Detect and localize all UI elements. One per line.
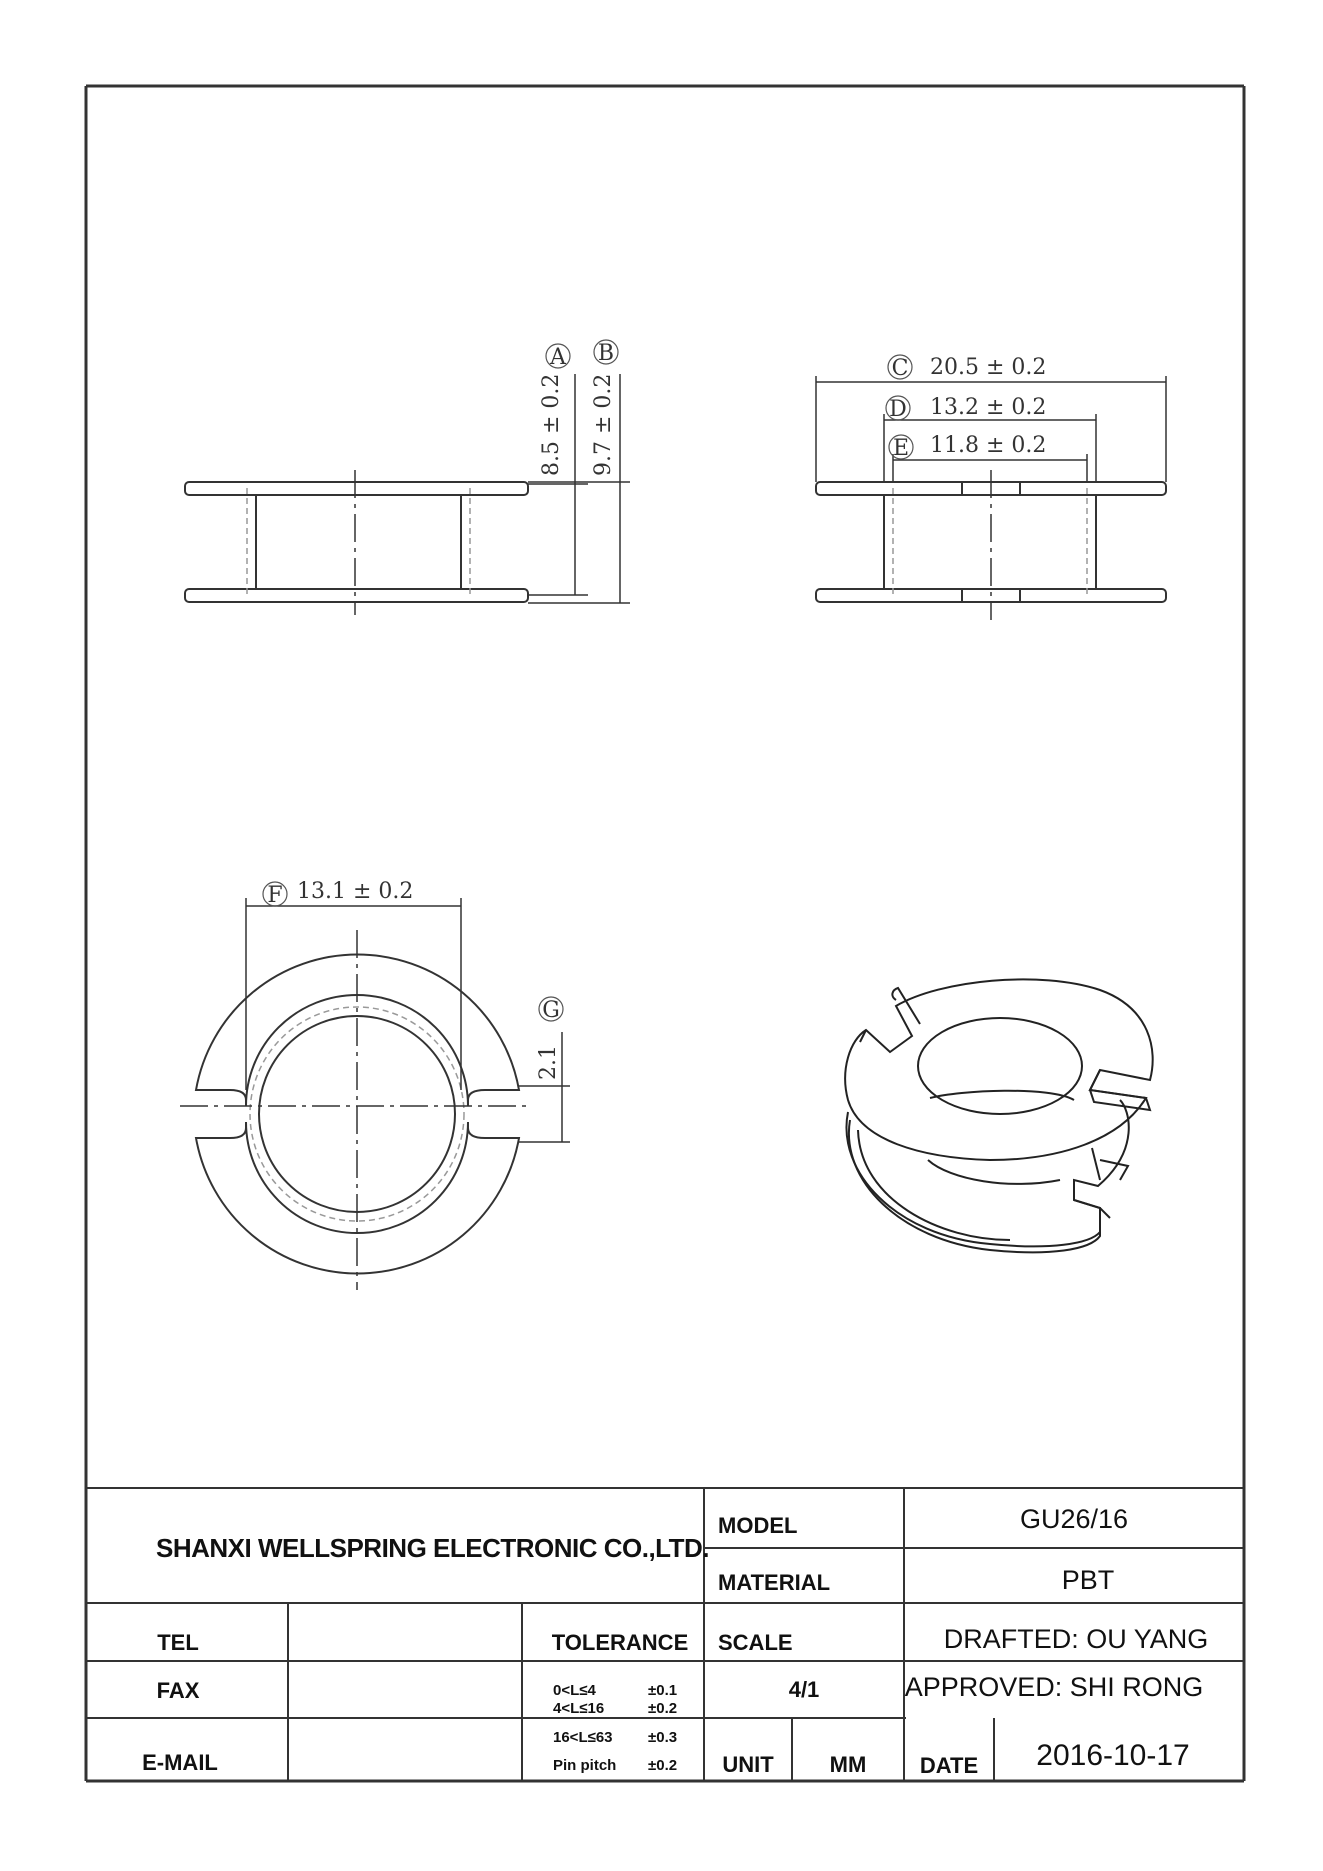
scale-value: 4/1 [788,1677,820,1702]
tolerance-value-1: ±0.2 [648,1700,678,1717]
scale-label: SCALE [718,1630,793,1655]
tolerance-range-3: Pin pitch [553,1757,617,1774]
tolerance-label: TOLERANCE [551,1630,689,1655]
bottom-flange [185,589,528,602]
tolerance-range-1: 4<L≤16 [553,1700,605,1717]
model-label: MODEL [718,1513,798,1538]
date-value: 2016-10-17 [1036,1739,1190,1772]
tolerance-value-2: ±0.3 [648,1729,678,1746]
unit-label: UNIT [722,1752,774,1777]
dim-c-letter: C [891,356,909,381]
approved-by: APPROVED: SHI RONG [904,1672,1204,1702]
tolerance-value-3: ±0.2 [648,1757,678,1774]
dim-d-text: 13.2 ± 0.2 [930,395,1047,420]
dim-d-letter: D [889,397,907,422]
email-label: E-MAIL [142,1750,218,1775]
company-name: SHANXI WELLSPRING ELECTRONIC CO.,LTD. [156,1533,710,1563]
material-value: PBT [1061,1565,1115,1595]
dim-g-text: 2.1 [536,1045,561,1080]
iso-upper-flange [845,979,1152,1160]
top-flange [185,482,528,495]
iso-lower-flange [849,1100,1129,1252]
tolerance-range-0: 0<L≤4 [553,1682,596,1699]
dim-e-text: 11.8 ± 0.2 [930,433,1047,458]
model-value: GU26/16 [1019,1504,1129,1534]
dim-f-letter: F [267,883,283,908]
isometric-view [845,979,1152,1252]
dim-g-letter: G [542,998,560,1023]
drafted-by: DRAFTED: OU YANG [943,1624,1209,1654]
dim-e-letter: E [892,436,910,461]
dim-a-text: 8.5 ± 0.2 [539,373,564,476]
dim-a-letter: A [550,345,566,370]
fax-label: FAX [156,1678,200,1703]
material-label: MATERIAL [718,1570,831,1595]
dim-c-text: 20.5 ± 0.2 [930,355,1047,380]
dim-f-text: 13.1 ± 0.2 [297,879,414,904]
dim-b-text: 9.7 ± 0.2 [591,373,616,476]
tel-label: TEL [157,1630,199,1655]
tolerance-range-2: 16<L≤63 [553,1729,613,1746]
iso-bore [918,1018,1082,1114]
top-view [180,898,570,1290]
tolerance-value-0: ±0.1 [648,1682,678,1699]
dim-b-letter: B [597,341,615,366]
unit-value: MM [829,1752,867,1777]
date-label: DATE [919,1753,979,1778]
